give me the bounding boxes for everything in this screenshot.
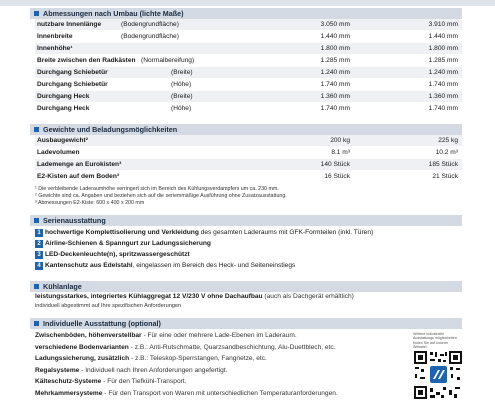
optional-item-detail: - Individuell nach Ihren Anforderungen angefertigt.	[79, 366, 228, 374]
weights-section-header	[30, 124, 462, 135]
footnote-1: ¹ Die verbleibende Laderaumhöhe verringert sich im Bereich des Kühlungsverdampfers um ca. 230 mm.	[35, 186, 279, 192]
optional-item-detail: - Für eine oder mehrere Lade-Ebenen im Laderaum.	[141, 332, 297, 339]
row-label: Durchgang Heck	[37, 93, 90, 100]
section-marker-icon	[34, 11, 39, 16]
row-sublabel: (Breite)	[171, 93, 193, 100]
row-label: Innenbreite	[37, 33, 73, 40]
cooling-title: Kühlanlage	[43, 282, 82, 291]
row-label: Lademenge an Eurokisten³	[37, 161, 122, 168]
row-value-short: 1.740 mm	[320, 81, 350, 88]
row-label: Durchgang Heck	[37, 105, 90, 112]
serial-item-title: Airline-Schienen & Spanngurt zur Ladungssicherung	[45, 240, 211, 247]
serial-item-title: hochwertige Komplettisolierung und Verkleidung	[45, 229, 199, 236]
row-value-short: 140 Stück	[320, 161, 350, 168]
optional-item	[35, 377, 186, 387]
dims-title: Abmessungen nach Umbau (lichte Maße)	[43, 9, 184, 18]
row-value-short: 1.740 mm	[320, 105, 350, 112]
dims-table-row	[35, 19, 462, 30]
optional-item-detail: - Für den Transport von Waren mit unterschiedlichen Temperaturanforderungen.	[102, 389, 338, 397]
row-label: Durchgang Schiebetür	[37, 81, 108, 88]
row-value-long: 225 kg	[438, 137, 458, 144]
section-marker-icon	[34, 284, 39, 289]
row-value-long: 1.740 mm	[428, 105, 458, 112]
optional-item-detail: - Für den Tiefkühl-Transport.	[101, 378, 187, 385]
row-label: Ladevolumen	[37, 149, 80, 156]
row-sublabel: (Breite)	[171, 69, 193, 76]
serial-title: Serienausstattung	[43, 216, 106, 225]
qr-caption: Weitere individuelle Ausstattungs möglichkeiten finden Sie auf unserer Website!	[413, 332, 457, 350]
row-value-long: 1.285 mm	[428, 57, 458, 64]
optional-item-detail: - z.B.: Anti-Rutschmatte, Quarzsandbeschichtung, Alu-Duettblech, etc.	[128, 343, 336, 351]
row-sublabel: (Bodengrundfläche)	[121, 21, 179, 28]
row-value-long: 1.360 mm	[428, 93, 458, 100]
row-value-long: 1.800 mm	[428, 45, 458, 52]
footnote-3: ³ Abmessungen E2-Kiste: 600 x 400 x 200 mm	[35, 200, 145, 206]
row-value-long: 10.2 m³	[435, 149, 458, 156]
cooling-line-2: individuell abgestimmt auf Ihre spezifischen Anforderungen	[35, 303, 182, 309]
row-value-short: 3.050 mm	[320, 21, 350, 28]
row-value-long: 21 Stück	[432, 173, 458, 180]
number-badge: 3	[35, 251, 43, 259]
serial-item-detail: des gesamten Laderaums mit GFK-Formteilen (inkl. Türen)	[198, 229, 374, 236]
row-value-short: 200 kg	[330, 137, 350, 144]
serial-item-detail: , eingelassen im Bereich des Heck- und Seiteneinstiegs	[132, 262, 296, 269]
weights-table-row	[35, 135, 462, 146]
qr-code-icon[interactable]	[413, 350, 463, 400]
row-value-short: 1.360 mm	[320, 93, 350, 100]
footnote-2: ² Gewichte sind ca. Angaben und beziehen sich auf die seriemmäßige Ausführung ohne Zusatzausstattung.	[35, 193, 287, 199]
top-band	[0, 0, 495, 6]
row-sublabel: (Höhe)	[171, 105, 192, 112]
row-value-long: 185 Stück	[428, 161, 458, 168]
row-value-short: 8.1 m³	[331, 149, 350, 156]
weights-table-row	[35, 147, 462, 158]
row-sublabel: (Bodengrundfläche)	[121, 33, 179, 40]
weights-table-row	[35, 159, 462, 170]
qr-code-graphic	[413, 350, 463, 400]
row-sublabel: (Höhe)	[171, 81, 192, 88]
serial-section-header	[30, 215, 462, 226]
number-badge: 4	[35, 262, 43, 270]
dims-table-row	[35, 103, 462, 114]
cooling-note: (auch als Dachgerät erhältlich)	[262, 293, 354, 300]
row-label: E2-Kisten auf dem Boden³	[37, 173, 120, 180]
optional-section-header	[30, 318, 462, 329]
optional-item-title: verschiedene Bodenvarianten	[35, 343, 129, 351]
optional-item-title: Mehrkammersysteme	[35, 389, 103, 397]
optional-item-title: Kälteschutz-Systeme	[35, 378, 102, 385]
row-value-short: 1.240 mm	[320, 69, 350, 76]
optional-title: Individuelle Ausstattung (optional)	[43, 319, 161, 328]
row-value-long: 1.440 mm	[428, 33, 458, 40]
optional-item-detail: - z.B.: Teleskop-Sperrstangen, Fangnetze, etc.	[129, 355, 267, 362]
optional-item	[35, 389, 338, 399]
row-label: Innenhöhe¹	[37, 45, 73, 52]
dims-table-row	[35, 79, 462, 90]
dims-section-header	[30, 8, 462, 19]
dims-table-row	[35, 91, 462, 102]
row-label: Ausbaugewicht²	[37, 137, 88, 144]
weights-table-row	[35, 171, 462, 182]
row-label: Durchgang Schiebetür	[37, 69, 108, 76]
number-badge: 2	[35, 240, 43, 248]
row-label: nutzbare Innenlänge	[37, 21, 102, 28]
row-sublabel: (Normalbereifung)	[141, 57, 195, 64]
weights-title: Gewichte und Beladungsmöglichkeiten	[43, 125, 178, 134]
section-marker-icon	[34, 127, 39, 132]
row-value-short: 1.800 mm	[320, 45, 350, 52]
row-value-short: 16 Stück	[324, 173, 350, 180]
serial-item-title: LED-Deckenleuchte(n), spritzwassergeschützt	[45, 251, 190, 258]
row-value-long: 3.910 mm	[428, 21, 458, 28]
section-marker-icon	[34, 218, 39, 223]
optional-item-title: Ladungssicherung, zusätzlich	[35, 355, 130, 362]
optional-item	[35, 331, 297, 341]
dims-table-row	[35, 55, 462, 66]
optional-item	[35, 343, 336, 353]
serial-item	[35, 261, 295, 271]
optional-item-title: Regalsysteme	[35, 366, 80, 374]
serial-item	[35, 228, 373, 238]
row-value-long: 1.740 mm	[428, 81, 458, 88]
serial-item-title: Kantenschutz aus Edelstahl	[45, 262, 133, 269]
row-value-long: 1.240 mm	[428, 69, 458, 76]
row-value-short: 1.440 mm	[320, 33, 350, 40]
optional-item-title: Zwischenböden, höhenverstellbar	[35, 332, 142, 339]
number-badge: 1	[35, 229, 43, 237]
dims-table-row	[35, 31, 462, 42]
optional-item	[35, 354, 267, 364]
cooling-section-header	[30, 281, 462, 292]
serial-item	[35, 250, 190, 260]
serial-item	[35, 239, 211, 249]
optional-item	[35, 366, 227, 376]
section-marker-icon	[34, 321, 39, 326]
dims-table-row	[35, 43, 462, 54]
cooling-main: leistungsstarkes, integriertes Kühlaggregat 12 V/230 V ohne Dachaufbau	[35, 293, 263, 300]
row-value-short: 1.285 mm	[320, 57, 350, 64]
row-label: Breite zwischen den Radkästen	[37, 57, 136, 64]
dims-table-row	[35, 67, 462, 78]
